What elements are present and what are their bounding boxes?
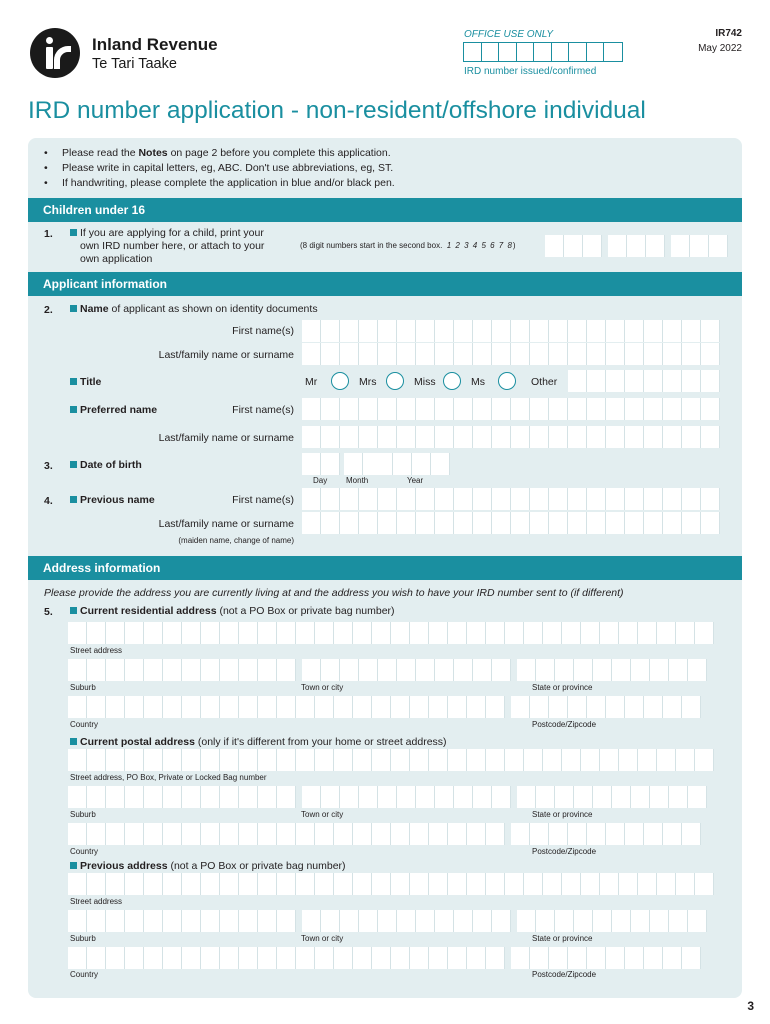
dob-year-input[interactable] [374, 453, 450, 475]
previous-last-name-input[interactable] [302, 512, 720, 534]
postal-suburb-row-input[interactable] [68, 786, 707, 808]
previous-town-label: Town or city [301, 934, 344, 943]
brand-maori-name: Te Tari Taake [92, 56, 177, 72]
current-suburb-row-input[interactable] [68, 659, 707, 681]
question-number: 3. [44, 460, 53, 472]
intro-bullet: • If handwriting, please complete the application in blue and/or black pen. [44, 176, 395, 191]
postal-country-row-input[interactable] [68, 823, 701, 845]
title-mrs-label: Mrs [359, 376, 377, 388]
title-miss-radio[interactable] [443, 372, 461, 390]
title-other-label: Other [531, 376, 558, 388]
preferred-last-name-label: Last/family name or surname [158, 432, 294, 444]
postal-street-input[interactable] [68, 749, 714, 771]
page-title: IRD number application - non-resident/offshore individual [28, 97, 646, 124]
previous-country-label: Country [70, 970, 99, 979]
first-name-input[interactable] [302, 320, 720, 342]
first-name-label: First name(s) [232, 325, 294, 337]
office-use-label: OFFICE USE ONLY [464, 29, 554, 40]
preferred-first-name-input[interactable] [302, 398, 720, 420]
current-state-label: State or province [532, 683, 593, 692]
address-intro: Please provide the address you are currently living at and the address you wish to have your IRD number sent to (if different) [44, 587, 624, 599]
question-number: 4. [44, 495, 53, 507]
current-country-row-input[interactable] [68, 696, 701, 718]
dob-month-label: Month [346, 476, 369, 485]
preferred-first-name-label: First name(s) [232, 404, 294, 416]
ird-number-hint: (8 digit numbers start in the second box. 1 2 3 4 5 6 7 8) [300, 241, 516, 250]
current-street-input[interactable] [68, 622, 714, 644]
question-number: 5. [44, 606, 53, 618]
page-number: 3 [747, 999, 754, 1013]
previous-first-name-input[interactable] [302, 488, 720, 510]
title-other-input[interactable] [568, 370, 720, 392]
dob-year-label: Year [407, 476, 424, 485]
intro-bullet: • Please read the Notes on page 2 before you complete this application. [44, 146, 395, 161]
previous-state-label: State or province [532, 934, 593, 943]
previous-street-input[interactable] [68, 873, 714, 895]
children-instruction: If you are applying for a child, print your own IRD number here, or attach to your own application [70, 227, 264, 266]
previous-suburb-row-input[interactable] [68, 910, 707, 932]
brand-name: Inland Revenue [92, 35, 218, 54]
intro-bullets [44, 146, 395, 191]
section-applicant-heading: Applicant information [28, 272, 742, 296]
previous-country-row-input[interactable] [68, 947, 701, 969]
previous-name-note: (maiden name, change of name) [178, 536, 294, 545]
current-street-label: Street address [70, 646, 123, 655]
dob-label: Date of birth [70, 459, 142, 471]
postal-suburb-label: Suburb [70, 810, 96, 819]
preferred-name-label: Preferred name [70, 404, 157, 416]
title-ms-radio[interactable] [498, 372, 516, 390]
previous-street-label: Street address [70, 897, 123, 906]
office-ird-number-boxes [463, 42, 623, 62]
title-mrs-radio[interactable] [386, 372, 404, 390]
question-number: 1. [44, 228, 53, 240]
question-number: 2. [44, 304, 53, 316]
previous-first-name-label: First name(s) [232, 494, 294, 506]
child-ird-number-input[interactable] [545, 235, 728, 257]
section-children-heading: Children under 16 [28, 198, 742, 222]
form-code: IR742 [715, 28, 742, 39]
dob-day-label: Day [313, 476, 328, 485]
last-name-label: Last/family name or surname [158, 349, 294, 361]
last-name-input[interactable] [302, 343, 720, 365]
title-mr-radio[interactable] [331, 372, 349, 390]
title-label: Title [70, 376, 101, 388]
previous-suburb-label: Suburb [70, 934, 96, 943]
current-suburb-label: Suburb [70, 683, 96, 692]
previous-postcode-label: Postcode/Zipcode [532, 970, 597, 979]
current-country-label: Country [70, 720, 99, 729]
postal-postcode-label: Postcode/Zipcode [532, 847, 597, 856]
previous-name-label: Previous name [70, 494, 155, 506]
name-question-label: Name of applicant as shown on identity documents [70, 303, 318, 315]
dob-day-input[interactable] [302, 453, 340, 475]
preferred-last-name-input[interactable] [302, 426, 720, 448]
current-address-heading: Current residential address (not a PO Box or private bag number) [70, 605, 395, 617]
ird-logo [30, 28, 80, 78]
title-miss-label: Miss [414, 376, 436, 388]
current-postcode-label: Postcode/Zipcode [532, 720, 597, 729]
postal-street-label: Street address, PO Box, Private or Locked Bag number [70, 773, 267, 782]
previous-last-name-label: Last/family name or surname [158, 518, 294, 530]
current-town-label: Town or city [301, 683, 344, 692]
ird-issued-label: IRD number issued/confirmed [464, 66, 597, 77]
section-address-heading: Address information [28, 556, 742, 580]
title-ms-label: Ms [471, 376, 485, 388]
previous-address-heading: Previous address (not a PO Box or private bag number) [70, 860, 346, 872]
postal-town-label: Town or city [301, 810, 344, 819]
form-date: May 2022 [698, 43, 742, 54]
postal-address-heading: Current postal address (only if it's different from your home or street address) [70, 736, 447, 748]
postal-country-label: Country [70, 847, 99, 856]
postal-state-label: State or province [532, 810, 593, 819]
title-mr-label: Mr [305, 376, 318, 388]
intro-bullet: • Please write in capital letters, eg, ABC. Don't use abbreviations, eg, ST. [44, 161, 395, 176]
